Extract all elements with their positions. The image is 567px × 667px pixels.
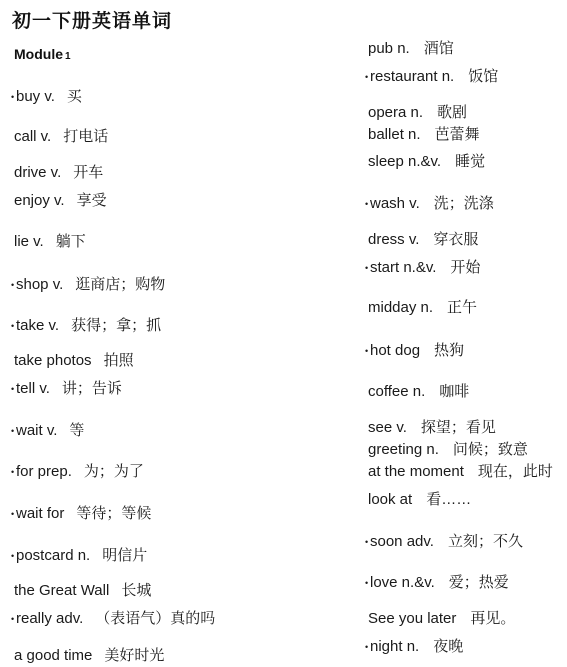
bullet-icon: • — [11, 509, 15, 520]
english-word: See you later — [368, 610, 457, 627]
chinese-meaning: 夜晚 — [433, 638, 464, 655]
bullet-icon: • — [11, 280, 15, 291]
word-entry — [11, 422, 84, 440]
word-entry — [14, 582, 151, 600]
chinese-meaning: 穿衣服 — [433, 231, 479, 248]
chinese-meaning: 开车 — [73, 164, 104, 181]
bullet-icon: • — [11, 426, 15, 437]
bullet-icon: • — [11, 551, 15, 562]
word-entry — [368, 610, 515, 628]
chinese-meaning: 享受 — [76, 192, 107, 209]
bullet-icon: • — [365, 346, 369, 357]
word-entry — [368, 383, 469, 401]
chinese-meaning: 等 — [69, 422, 85, 439]
english-word: take v. — [16, 317, 60, 334]
chinese-meaning: 逛商店；购物 — [75, 276, 166, 293]
english-word: start n.&v. — [370, 259, 437, 276]
chinese-meaning: 躺下 — [55, 233, 86, 250]
word-entry — [11, 463, 144, 481]
chinese-meaning: 看…… — [426, 491, 472, 508]
word-entry — [11, 317, 161, 335]
word-entry — [368, 153, 485, 171]
word-entry — [368, 126, 480, 144]
word-entry — [11, 547, 147, 565]
word-entry — [14, 352, 134, 370]
word-entry — [11, 276, 165, 294]
word-entry — [368, 441, 528, 459]
english-word: greeting n. — [368, 441, 439, 458]
bullet-icon: • — [365, 199, 369, 210]
word-entry — [365, 259, 480, 277]
chinese-meaning: 爱；热爱 — [448, 574, 509, 591]
word-entry — [14, 128, 108, 146]
word-entry — [365, 195, 494, 213]
english-word: the Great Wall — [14, 582, 110, 599]
word-entry — [365, 533, 523, 551]
word-entry — [368, 419, 496, 437]
english-word: night n. — [370, 638, 420, 655]
bullet-icon: • — [365, 578, 369, 589]
english-word: pub n. — [368, 40, 410, 57]
word-entry — [365, 68, 498, 86]
chinese-meaning: 长城 — [121, 582, 152, 599]
chinese-meaning: 明信片 — [102, 547, 148, 564]
chinese-meaning: 现在，此时 — [477, 463, 553, 480]
chinese-meaning: （表语气）真的吗 — [95, 610, 216, 627]
word-entry — [368, 463, 553, 481]
chinese-meaning: 立刻；不久 — [447, 533, 523, 550]
chinese-meaning: 讲；告诉 — [61, 380, 122, 397]
english-word: tell v. — [16, 380, 50, 397]
english-word: restaurant n. — [370, 68, 455, 85]
english-word: midday n. — [368, 299, 434, 316]
word-entry — [11, 505, 151, 523]
chinese-meaning: 打电话 — [63, 128, 109, 145]
chinese-meaning: 等待；等候 — [76, 505, 152, 522]
chinese-meaning: 酒馆 — [423, 40, 454, 57]
english-word: dress v. — [368, 231, 420, 248]
word-entry — [368, 299, 477, 317]
module-heading — [14, 46, 71, 62]
chinese-meaning: 美好时光 — [104, 647, 165, 664]
chinese-meaning: 为；为了 — [83, 463, 144, 480]
bullet-icon: • — [11, 92, 15, 103]
page-title: 初一下册英语单词 — [12, 10, 173, 32]
english-word: a good time — [14, 647, 93, 664]
chinese-meaning: 饭馆 — [468, 68, 499, 85]
bullet-icon: • — [365, 72, 369, 83]
chinese-meaning: 芭蕾舞 — [434, 126, 480, 143]
chinese-meaning: 问候；致意 — [452, 441, 528, 458]
chinese-meaning: 洗；洗涤 — [433, 195, 494, 212]
english-word: opera n. — [368, 104, 424, 121]
bullet-icon: • — [11, 321, 15, 332]
english-word: wash v. — [370, 195, 420, 212]
bullet-icon: • — [365, 263, 369, 274]
chinese-meaning: 咖啡 — [439, 383, 470, 400]
word-entry — [368, 40, 454, 58]
english-word: wait for — [16, 505, 65, 522]
word-entry — [365, 574, 509, 592]
english-word: see v. — [368, 419, 407, 436]
word-entry — [14, 647, 164, 665]
word-entry — [11, 380, 122, 398]
english-word: for prep. — [16, 463, 72, 480]
english-word: drive v. — [14, 164, 62, 181]
english-word: shop v. — [16, 276, 64, 293]
english-word: ballet n. — [368, 126, 421, 143]
bullet-icon: • — [11, 614, 15, 625]
chinese-meaning: 正午 — [447, 299, 478, 316]
chinese-meaning: 歌剧 — [437, 104, 468, 121]
english-word: hot dog — [370, 342, 421, 359]
chinese-meaning: 买 — [66, 88, 82, 105]
chinese-meaning: 开始 — [450, 259, 481, 276]
english-word: enjoy v. — [14, 192, 65, 209]
english-word: call v. — [14, 128, 52, 145]
word-entry — [14, 192, 107, 210]
chinese-meaning: 探望；看见 — [420, 419, 496, 436]
module-label: Module — [14, 46, 63, 62]
english-word: coffee n. — [368, 383, 426, 400]
chinese-meaning: 热狗 — [434, 342, 465, 359]
word-entry — [14, 233, 86, 251]
english-word: love n.&v. — [370, 574, 435, 591]
chinese-meaning: 获得；拿；抓 — [71, 317, 162, 334]
english-word: sleep n.&v. — [368, 153, 442, 170]
english-word: take photos — [14, 352, 92, 369]
english-word: postcard n. — [16, 547, 91, 564]
chinese-meaning: 拍照 — [103, 352, 134, 369]
english-word: at the moment — [368, 463, 464, 480]
word-entry — [368, 491, 471, 509]
bullet-icon: • — [365, 642, 369, 653]
word-entry — [368, 104, 467, 122]
word-entry — [11, 610, 215, 628]
word-entry — [365, 638, 463, 656]
bullet-icon: • — [365, 537, 369, 548]
word-entry — [14, 164, 103, 182]
word-entry — [11, 88, 82, 106]
bullet-icon: • — [11, 384, 15, 395]
english-word: really adv. — [16, 610, 84, 627]
chinese-meaning: 再见。 — [470, 610, 516, 627]
english-word: lie v. — [14, 233, 44, 250]
word-entry — [365, 342, 464, 360]
english-word: buy v. — [16, 88, 55, 105]
english-word: wait v. — [16, 422, 58, 439]
english-word: soon adv. — [370, 533, 434, 550]
english-word: look at — [368, 491, 413, 508]
chinese-meaning: 睡觉 — [455, 153, 486, 170]
bullet-icon: • — [11, 467, 15, 478]
word-entry — [368, 231, 478, 249]
module-number: 1 — [65, 51, 71, 62]
